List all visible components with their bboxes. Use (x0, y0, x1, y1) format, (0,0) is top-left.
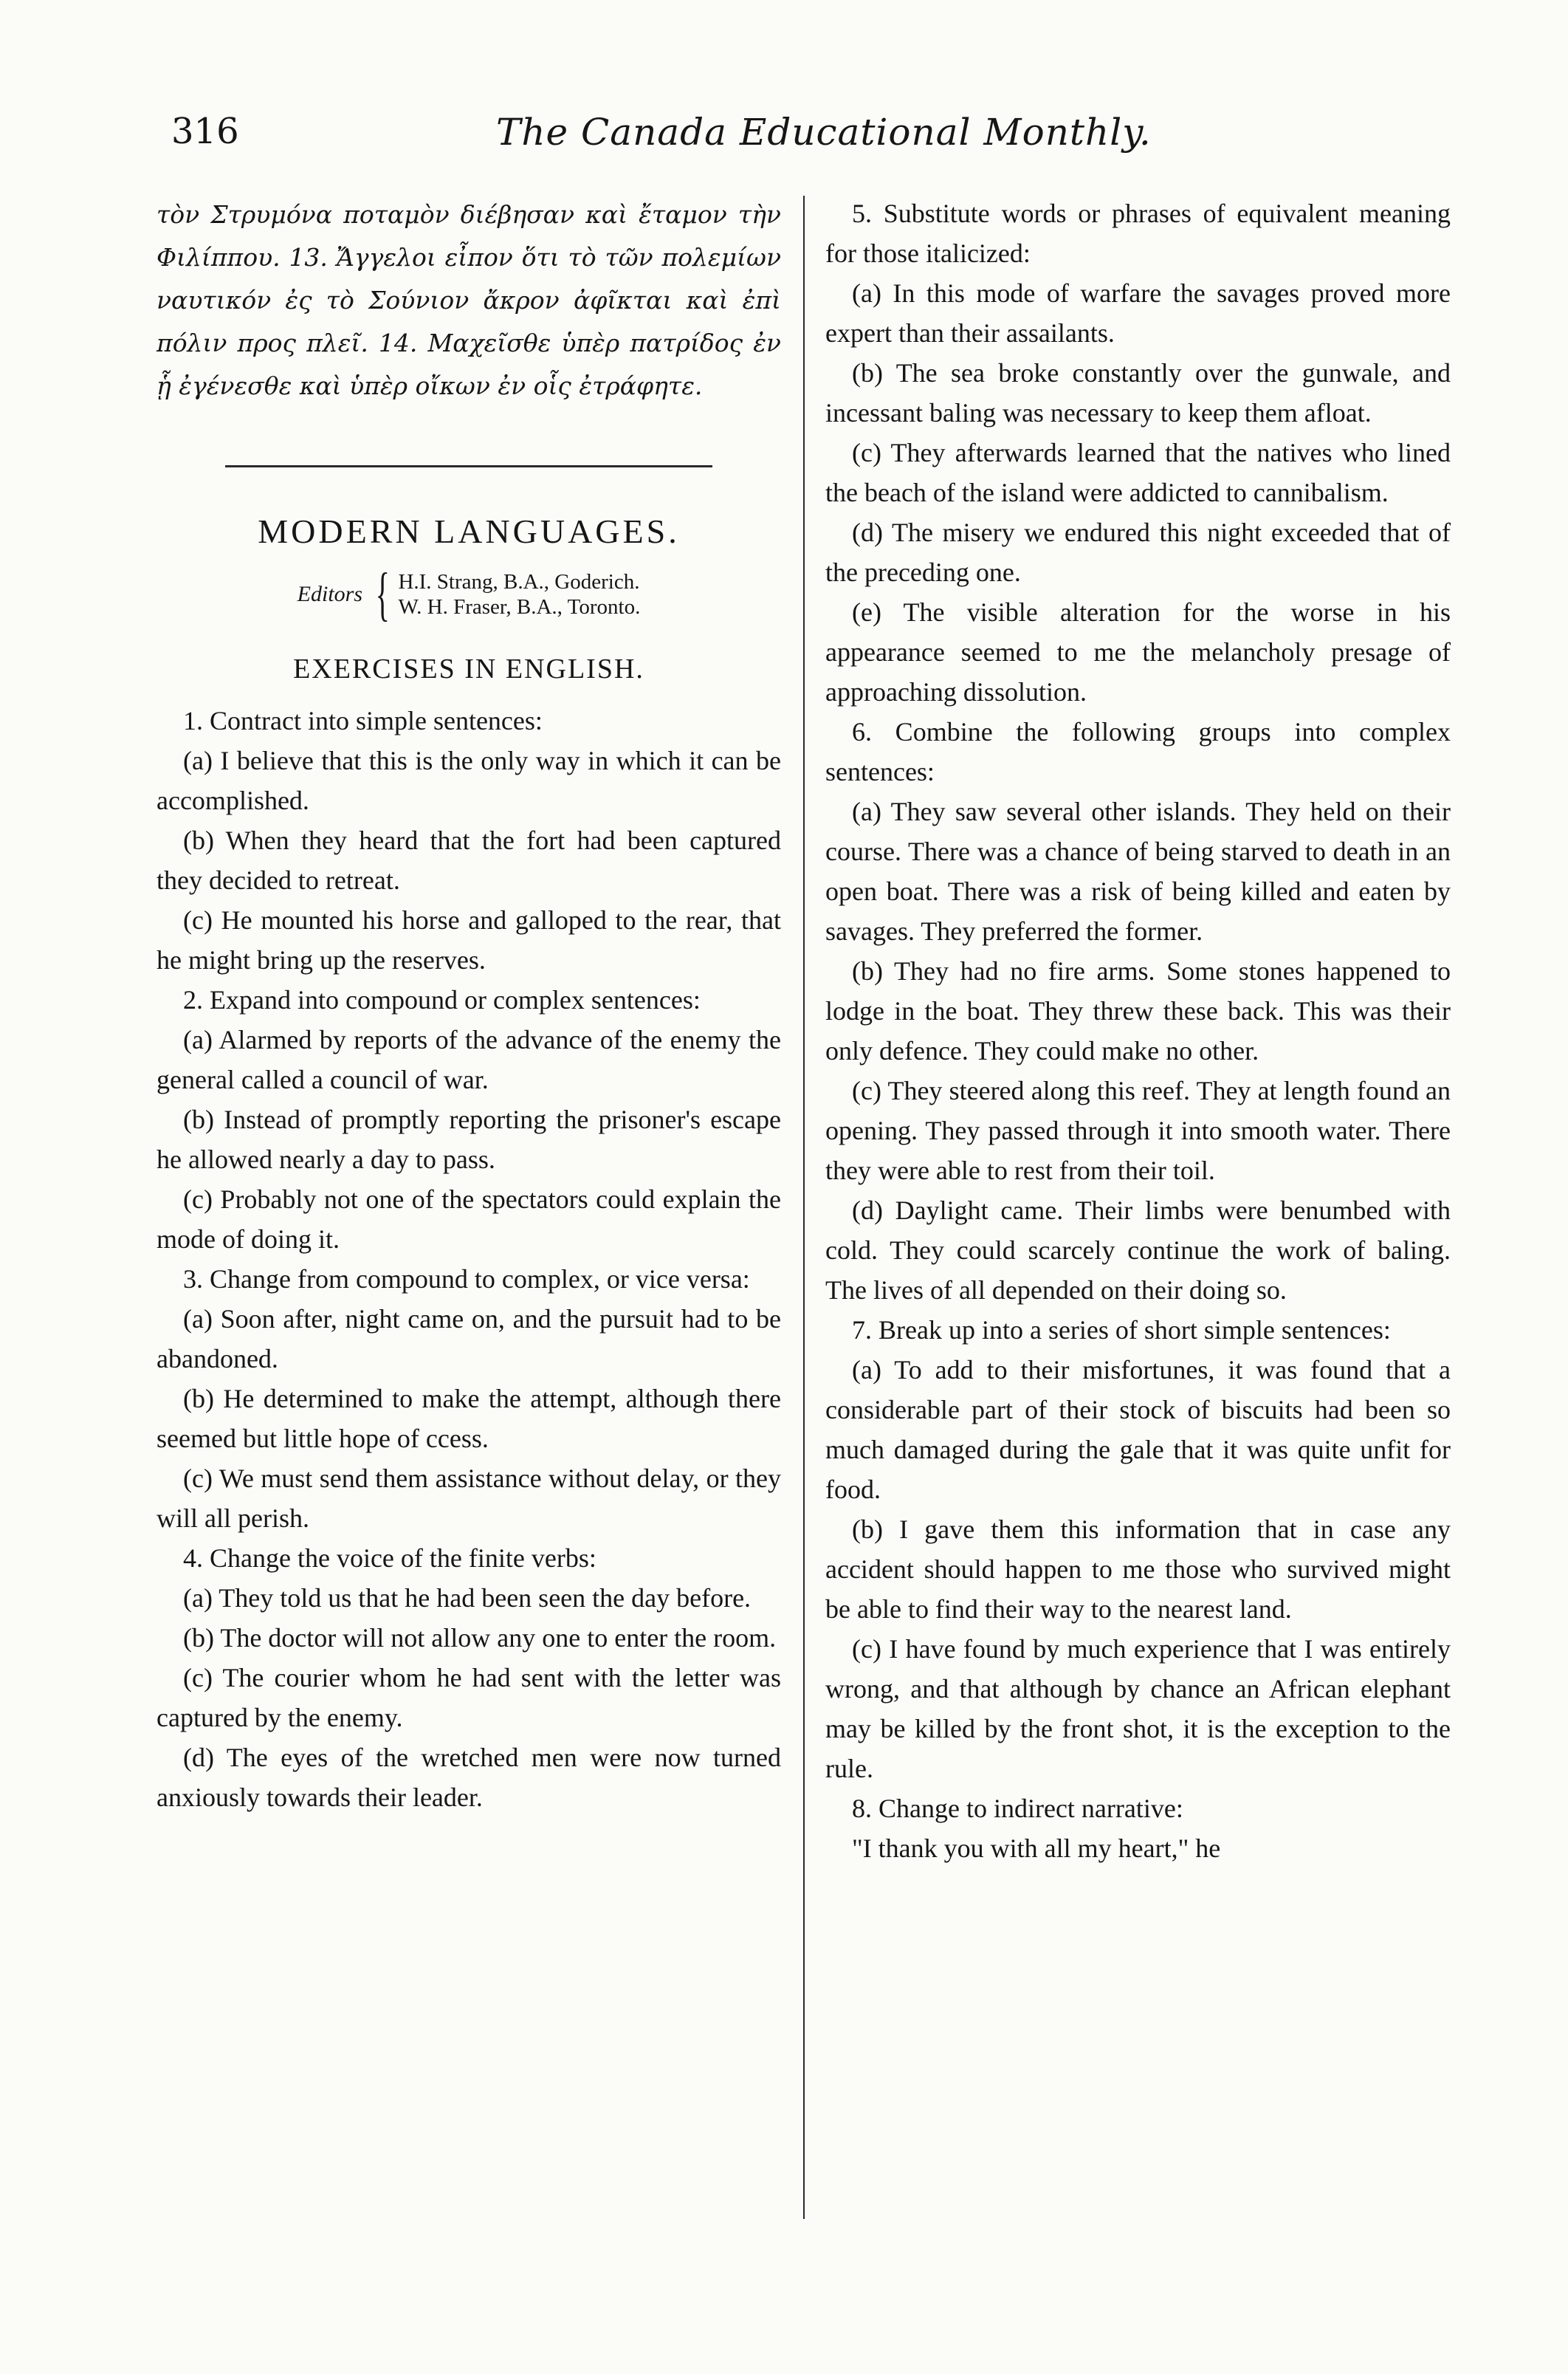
section-title: MODERN LANGUAGES. (258, 512, 680, 550)
exercise-paragraph: (a) In this mode of warfare the savages proved more expert than their assailants. (825, 278, 1451, 348)
exercise-paragraph: (c) I have found by much experience that I was entirely wrong, and that although by chance an African elephant may be killed by the front shot, it is the exception to the rule. (825, 1634, 1451, 1783)
section-divider (225, 465, 712, 467)
left-column (157, 193, 781, 1817)
exercise-paragraph: (c) They steered along this reef. They at length found an opening. They passed through it into smooth water. There they were able to rest from their toil. (825, 1076, 1451, 1185)
running-header (0, 111, 1568, 162)
exercise-paragraph: (b) He determined to make the attempt, although there seemed but little hope of ccess. (157, 1384, 781, 1453)
right-column (825, 193, 1451, 1868)
exercise-paragraph: (a) They told us that he had been seen the day before. (183, 1583, 752, 1613)
exercise-paragraph: 5. Substitute words or phrases of equivalent meaning for those italicized: (825, 199, 1451, 268)
exercise-paragraph: (c) Probably not one of the spectators could explain the mode of doing it. (157, 1184, 781, 1254)
editors-label: Editors (297, 582, 363, 606)
exercise-paragraph: (c) We must send them assistance without delay, or they will all perish. (157, 1464, 781, 1533)
exercise-paragraph: (a) To add to their misfortunes, it was found that a considerable part of their stock of biscuits had been so much damaged during the gale that it was quite unfit for food. (825, 1355, 1451, 1504)
exercise-paragraph: (b) Instead of promptly reporting the prisoner's escape he allowed nearly a day to pass. (157, 1105, 781, 1174)
exercise-paragraph: 3. Change from compound to complex, or vice versa: (183, 1264, 750, 1294)
running-title: The Canada Educational Monthly. (496, 111, 1152, 154)
exercise-paragraph: (c) The courier whom he had sent with the letter was captured by the enemy. (157, 1663, 781, 1732)
exercise-paragraph: (e) The visible alteration for the worse in his appearance seemed to me the melancholy presage of approaching dissolution. (825, 597, 1451, 707)
exercise-paragraph: 4. Change the voice of the finite verbs: (183, 1543, 596, 1573)
editor-name: H.I. Strang, B.A., Goderich. (398, 570, 640, 594)
exercise-paragraph: (a) Soon after, night came on, and the pursuit had to be abandoned. (157, 1304, 781, 1373)
greek-passage: τὸν Στρυμόνα ποταμὸν διέβησαν καὶ ἔταμον τὴν Φιλίππου. 13. Ἄγγελοι εἶπον ὅτι τὸ τῶν πολεμίων ναυτικόν ἐς τὸ Σούνιον ἄκρον ἀφῖκται καὶ ἐπὶ πόλιν προς πλεῖ. 14. Μαχεῖσθε ὑπὲρ πατρίδος ἐν ᾗ ἐγένεσθε καὶ ὑπὲρ οἴκων ἐν οἷς ἐτράφητε. (157, 200, 781, 400)
exercise-paragraph: (b) The sea broke constantly over the gunwale, and incessant baling was necessary to keep them afloat. (825, 358, 1451, 428)
editors-list (398, 569, 640, 620)
exercise-paragraph: (b) I gave them this information that in case any accident should happen to me those who survived might be able to find their way to the nearest land. (825, 1514, 1451, 1624)
exercise-paragraph: (a) Alarmed by reports of the advance of the enemy the general called a council of war. (157, 1025, 781, 1094)
page-number: 316 (171, 111, 239, 152)
exercise-paragraph: (d) The misery we endured this night exceeded that of the preceding one. (825, 518, 1451, 587)
editor-name: W. H. Fraser, B.A., Toronto. (398, 595, 641, 619)
brace-glyph: { (375, 562, 390, 627)
subsection-title: EXERCISES IN ENGLISH. (293, 653, 644, 685)
exercise-paragraph: (d) The eyes of the wretched men were now turned anxiously towards their leader. (157, 1743, 781, 1812)
exercise-paragraph: (d) Daylight came. Their limbs were benumbed with cold. They could scarcely continue the work of baling. The lives of all depended on their doing so. (825, 1195, 1451, 1305)
editors-block (157, 562, 781, 627)
exercise-paragraph: (a) They saw several other islands. They held on their course. There was a chance of being starved to death in an open boat. There was a risk of being killed and eaten by savages. They preferred the former. (825, 797, 1451, 946)
exercise-paragraph: "I thank you with all my heart," he (852, 1833, 1221, 1863)
exercise-paragraph: 1. Contract into simple sentences: (183, 706, 543, 735)
exercise-paragraph: (a) I believe that this is the only way in which it can be accomplished. (157, 746, 781, 815)
exercise-paragraph: 7. Break up into a series of short simple sentences: (852, 1315, 1391, 1345)
exercise-paragraph: 2. Expand into compound or complex sentences: (183, 985, 701, 1015)
exercise-paragraph: (b) When they heard that the fort had been captured they decided to retreat. (157, 826, 781, 895)
exercise-paragraph: (c) He mounted his horse and galloped to the rear, that he might bring up the reserves. (157, 905, 781, 975)
exercise-paragraph: (b) They had no fire arms. Some stones happened to lodge in the boat. They threw these back. This was their only defence. They could make no other. (825, 956, 1451, 1066)
column-divider (803, 196, 805, 2219)
exercise-paragraph: 8. Change to indirect narrative: (852, 1794, 1183, 1823)
exercise-paragraph: 6. Combine the following groups into complex sentences: (825, 717, 1451, 786)
exercise-paragraph: (c) They afterwards learned that the natives who lined the beach of the island were addicted to cannibalism. (825, 438, 1451, 507)
exercise-paragraph: (b) The doctor will not allow any one to enter the room. (183, 1623, 777, 1653)
